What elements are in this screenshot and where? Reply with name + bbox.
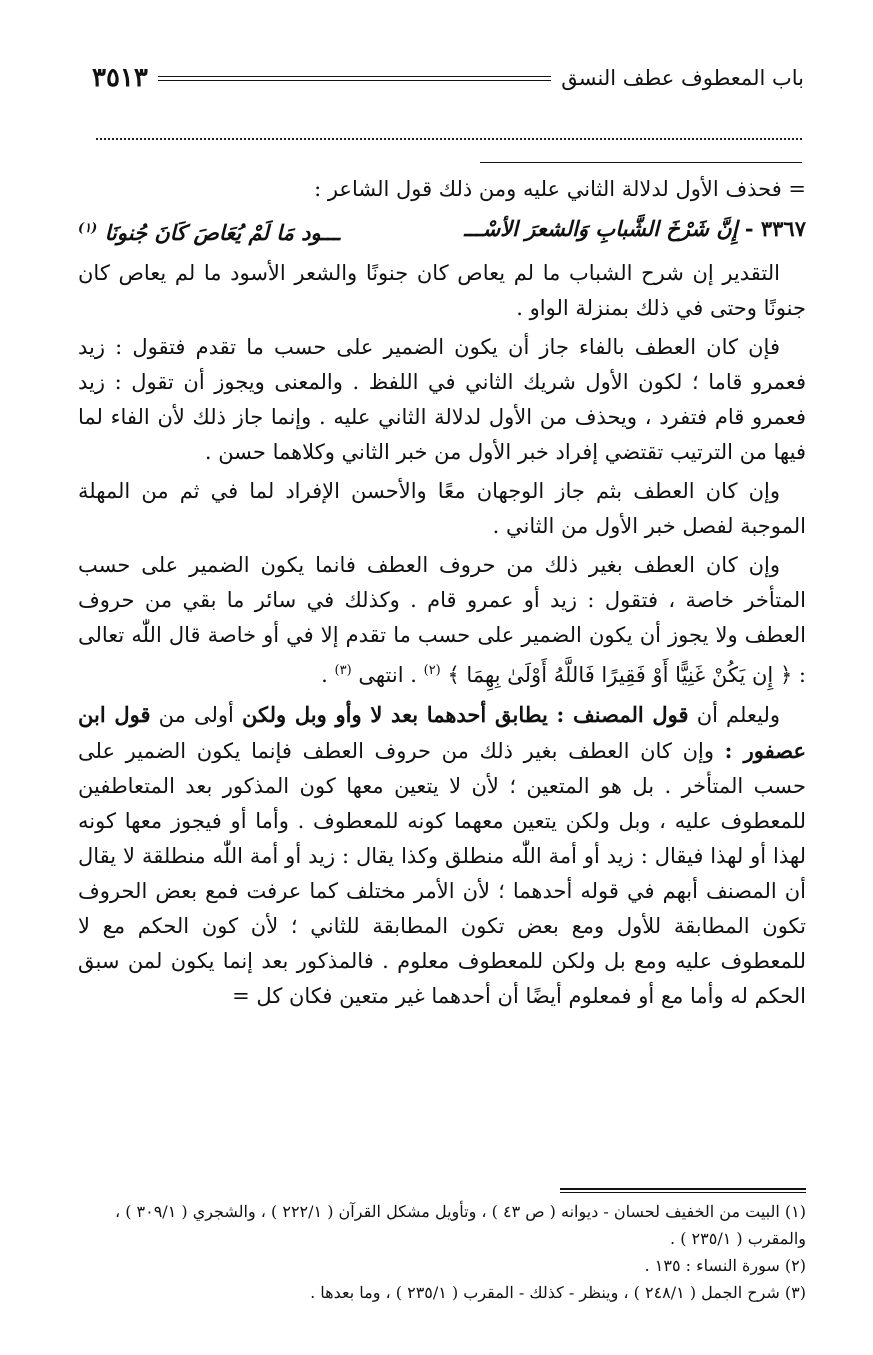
paragraph-3: وإن كان العطف بثم جاز الوجهان معًا والأحسن الإفراد لما في ثم من المهلة الموجبة لفصل خبر الأول من الثاني .	[78, 479, 806, 538]
paragraph-4-end: .	[321, 663, 328, 687]
paragraph-4	[78, 548, 806, 693]
paragraph-4-tail: . انتهى	[358, 663, 417, 687]
verse-second-text: ـــود مَا لَمْ يُعَاصَ كَانَ جُنونَا	[104, 220, 340, 245]
page-number: ٣٥١٣	[92, 63, 148, 93]
footnote-2: (٢) سورة النساء : ١٣٥ .	[644, 1256, 806, 1275]
footnote-rule	[560, 1188, 806, 1190]
footnote-rule-inner	[560, 1192, 806, 1193]
poetry-verse	[78, 211, 806, 250]
dotted-separator	[96, 128, 802, 140]
verse-number: ٣٣٦٧ -	[744, 216, 806, 241]
footnotes	[78, 1198, 806, 1306]
paragraph-2: فإن كان العطف بالفاء جاز أن يكون الضمير على حسب ما تقدم فتقول : زيد فعمرو قاما ؛ لكون الأول شريك الثاني في اللفظ . والمعنى ويجوز أن تقول : زيد فعمرو قام فتفرد ، ويحذف من الأول لدلالة الثاني عليه . وإنما جاز ذلك لأن الفاء لما فيها من الترتيب تقتضي إفراد خبر الأول من خبر الثاني وكلاهما حسن .	[78, 335, 806, 464]
running-header	[92, 58, 804, 98]
paragraph-5-rest: وإن كان العطف بغير ذلك من حروف العطف فإنما يكون الضمير على حسب المتأخر . بل هو المتعين ؛ لأن لا يتعين معها كون المذكور بعد المتعاطفين للمعطوف عليه ، وبل ولكن يتعين معهما كونه للمعطوف . وأما أو فيجوز معها كونه لهذا أو لهذا فيقال : زيد أو أمة اللّٰه منطلق وكذا يقال : زيد أو أمة اللّٰه منطلقة لا يقال أن المصنف أبهم في قوله أحدهما ؛ لأن الأمر مختلف كما عرفت فمع بعض الحروف تكون المطابقة للأول ومع بعض تكون المطابقة للثاني ؛ لأن كون الحكم مع لا للمعطوف عليه ومع بل ولكن للمعطوف معلوم . فالمذكور بعد إنما يكون لمن سبق الحكم له وأما مع أو فمعلوم أيضًا أن أحدهما غير متعين فكان كل =	[78, 739, 806, 1008]
chapter-title: باب المعطوف عطف النسق	[561, 66, 804, 90]
verse-second-half	[78, 211, 340, 250]
footnote-1: (١) البيت من الخفيف لحسان - ديوانه ( ص ٤٣ ) ، وتأويل مشكل القرآن ( ٢٢٢/١ ) ، والشجري ( ٣٠٩/١ ) ، والمقرب ( ٢٣٥/١ ) .	[114, 1202, 806, 1248]
footnote-ref-2: (٢)	[423, 663, 441, 678]
paragraph-5	[78, 697, 806, 1014]
footnote-ref-1: (١)	[78, 221, 98, 236]
paragraph-4-main: وإن كان العطف بغير ذلك من حروف العطف فانما يكون الضمير على حسب المتأخر خاصة ، فتقول : زيد أو عمرو قام . وكذلك في سائر ما بقي من حروف العطف ولا يجوز أن يكون الضمير على حسب ما تقدم إلا في أو خاصة قال اللّٰه تعالى : ﴿ إِن يَكُنْ غَنِيًّا أَوْ فَقِيرًا فَاللَّهُ أَوْلَىٰ بِهِمَا ﴾	[78, 553, 806, 687]
paragraph-1: التقدير إن شرح الشباب ما لم يعاص كان جنونًا والشعر الأسود ما لم يعاص كان جنونًا وحتى في ذلك بمنزلة الواو .	[78, 261, 806, 320]
paragraph-5-mid: أولى من	[158, 703, 234, 727]
verse-first-half	[464, 211, 806, 250]
main-text	[78, 172, 806, 1018]
verse-first-text: إِنَّ شَرْخَ الشَّبابِ وَالشعرَ الأسْـــ	[464, 216, 738, 241]
header-rule	[158, 76, 551, 81]
intro-line: = فحذف الأول لدلالة الثاني عليه ومن ذلك قول الشاعر :	[314, 177, 806, 201]
footnote-ref-3: (٣)	[334, 663, 352, 678]
footnote-3: (٣) شرح الجمل ( ٢٤٨/١ ) ، وينظر - كذلك - المقرب ( ٢٣٥/١ ) ، وما بعدها .	[310, 1283, 806, 1302]
short-rule	[480, 162, 802, 163]
paragraph-5-bold-2: قول ابن عصفور :	[78, 702, 806, 763]
paragraph-5-start: وليعلم أن	[696, 703, 780, 727]
paragraph-5-bold-1: قول المصنف : يطابق أحدهما بعد لا وأو وبل ولكن	[242, 702, 689, 727]
